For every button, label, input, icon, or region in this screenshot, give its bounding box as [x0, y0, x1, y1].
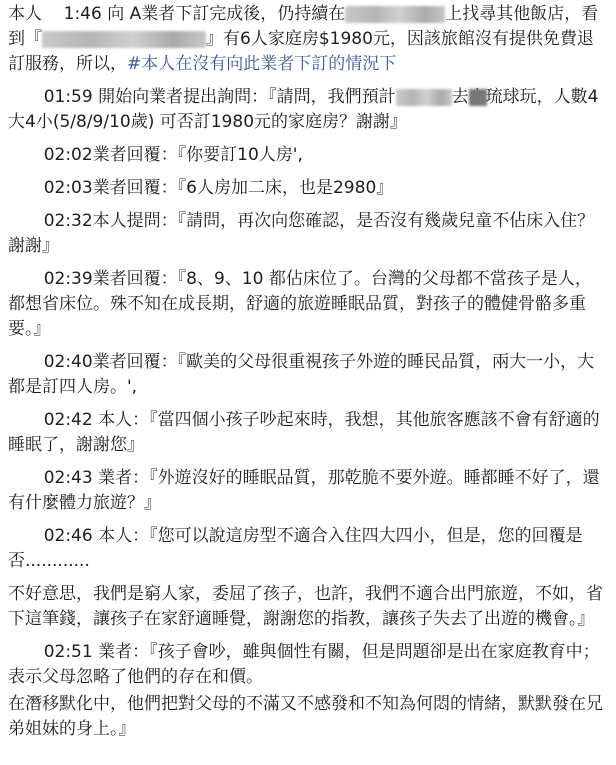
message-0159 [8, 85, 608, 135]
speaker-label: 本人 [8, 4, 42, 24]
intro-paragraph [8, 2, 608, 77]
message-0243: 02:43 業者：『外遊沒好的睡眠品質，那乾脆不要外遊。睡都睡不好了，還有什麼體力旅遊？』 [8, 468, 600, 513]
intro-text-3: 』有6人家庭房$1980元，因該旅館沒有提供免費退訂服務，所以， [8, 29, 594, 74]
hashtag-link[interactable]: #本人在沒有向此業者下訂的情況下 [127, 54, 397, 74]
intro-text-2: 上找尋其他飯店，看到『 [8, 4, 599, 49]
message-0232: 02:32本人提問：『請問，再次向您確認，是否沒有幾歲兒童不佔床入住？謝謝』 [8, 211, 595, 256]
spacer [42, 4, 64, 24]
message-0246: 02:46 本人：『您可以說這房型不適合入住四大四小，但是，您的回覆是否............ [8, 526, 583, 571]
message-0246-continued: 不好意思，我們是窮人家，委屈了孩子，也許，我們不適合出門旅遊，不如，省下這筆錢，讓孩子在家舒適睡覺，謝謝您的指教，讓孩子失去了出遊的機會。』 [8, 584, 603, 629]
message-0203: 02:03業者回覆：『6人房加二床，也是2980』 [43, 178, 394, 198]
message-0202: 02:02業者回覆：『你要訂10人房', [43, 145, 303, 165]
message-0159-text-2: 去小琉球玩，人數4大4小(5/8/9/10歲) 可否訂1980元的家庭房？謝謝』 [8, 87, 599, 132]
redacted-date [396, 89, 452, 106]
message-0240: 02:40業者回覆：『歐美的父母很重視孩子外遊的睡民品質，兩大一小，大都是訂四人房。', [8, 352, 595, 397]
redacted-site-name [345, 6, 445, 23]
intro-text-1: 1:46 向 A業者下訂完成後，仍持續在 [63, 4, 346, 24]
message-0242: 02:42 本人：『當四個小孩子吵起來時，我想，其他旅客應該不會有舒適的睡眠了，謝謝您』 [8, 410, 600, 455]
message-0251-continued: 在潛移默化中，他們把對父母的不滿又不感發和不知為何悶的情緒，默默發在兄弟姐妹的身上。』 [8, 694, 603, 739]
redacted-hotel-name [42, 31, 206, 48]
message-0239: 02:39業者回覆：『8、9、10 都佔床位了。台灣的父母都不當孩子是人，都想省床位。殊不知在成長期，舒適的旅遊睡眠品質，對孩子的體健骨骼多重要。』 [8, 269, 592, 339]
message-0251: 02:51 業者：『孩子會吵，雖與個性有關，但是問題卻是出在家庭教育中；表示父母忽略了他們的存在和價。 [8, 642, 600, 687]
message-0159-text-1: 01:59 開始向業者提出詢問：『請問，我們預計 [43, 87, 396, 107]
